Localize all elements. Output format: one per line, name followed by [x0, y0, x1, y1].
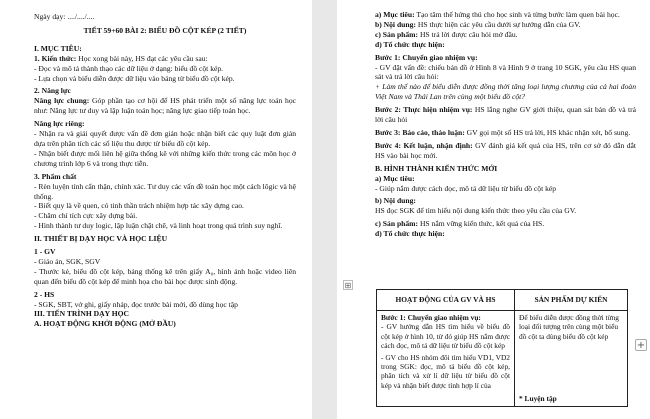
activity-step-text: - GV hướng dẫn HS tìm hiểu về biểu đồ cột kép ở hình 10, từ đó giúp HS nắm được cách đọc, mô tả dữ liệu từ biểu đồ cột kép: [381, 322, 510, 351]
teacher-item: - Giáo án, SGK, SGV: [34, 256, 101, 266]
step1-question: + Làm thế nào để biểu diễn được đồng thời tăng loại lượng chương của cả hai đoàn Việt Nam và Thái Lan trên cùng một biểu đồ cột?: [375, 82, 636, 102]
objective-paragraph: [375, 10, 636, 20]
activity-step-title: Bước 1: Chuyển giao nhiệm vụ:: [381, 313, 481, 322]
quality-heading: 3. Phẩm chất: [34, 171, 77, 181]
step3-text: GV gọi một số HS trả lời, HS khác nhận xét, bổ sung.: [464, 127, 631, 137]
student-item: - SGK, SBT, vở ghi, giấy nháp, đọc trước bài mới, đồ dùng học tập: [34, 299, 238, 309]
step2-text: HS lắng nghe GV giới thiệu, quan sát bản đồ và trả lời câu hỏi: [375, 105, 636, 125]
step4-text: GV đánh giá kết quả của HS, trên cơ sở đó dẫn dắt HS vào bài học mới.: [375, 140, 636, 160]
product-text: HS trả lời được câu hỏi mở đầu.: [418, 29, 518, 39]
teacher-heading: 1 - GV: [34, 247, 56, 257]
activity-step-text: - GV cho HS nhóm đôi tìm hiểu VD1, VD2 trong SGK: đọc, mô tả biểu đồ cột kép, phân tích và xử lí dữ liệu từ biểu đồ cột kép và nhận biết được tính hợp lí của: [381, 352, 510, 390]
section-heading-process: III. TIẾN TRÌNH DẠY HỌC: [34, 309, 130, 319]
content-text: HS thực hiện các yêu cầu dưới sự hướng dẫn của GV.: [415, 19, 581, 29]
add-row-button[interactable]: +: [636, 340, 646, 351]
date-line: Ngày dạy: ..../..../....: [34, 12, 95, 21]
practice-label: * Luyện tập: [519, 394, 557, 404]
knowledge-item: - Đọc và mô tả thành thạo các dữ liệu ở dạng: biểu đồ cột kép.: [34, 63, 224, 73]
specific-competency-item: - Nhận ra và giải quyết được vấn đề đơn giản hoặc nhận biết các quy luật đơn giản dựa trên phân tích các số liệu thu được từ biểu đồ cột kép.: [34, 129, 296, 148]
activity-a-heading: A. HOẠT ĐỘNG KHỞI ĐỘNG (MỞ ĐẦU): [34, 319, 176, 329]
step2-label: Bước 2: Thực hiện nhiệm vụ:: [375, 105, 473, 115]
objective-text: Tạo tâm thế hứng thú cho học sinh và từng bước làm quen bài học.: [414, 10, 620, 19]
content-label: b) Nội dung:: [375, 19, 416, 29]
knowledge-text: Học xong bài này, HS đạt các yêu cầu sau:: [76, 53, 208, 63]
table-header-product: SẢN PHẨM DỰ KIẾN: [515, 290, 628, 311]
section-heading-objectives: I. MỤC TIÊU:: [34, 43, 82, 53]
product-label: c) Sản phẩm:: [375, 29, 419, 39]
quality-item: - Hình thành tư duy logic, lập luận chặt chẽ, và linh hoạt trong quá trình suy nghĩ.: [34, 221, 283, 231]
organization-label: d) Tổ chức thực hiện:: [375, 39, 445, 49]
section-heading-equipment: II. THIẾT BỊ DẠY HỌC VÀ HỌC LIỆU: [34, 234, 168, 244]
lesson-title: TIẾT 59+60 BÀI 2: BIỂU ĐỒ CỘT KÉP (2 TIẾT): [83, 25, 247, 35]
b-product-paragraph: [375, 219, 636, 229]
document-page-left: [0, 0, 312, 419]
specific-competency-label: Năng lực riêng:: [34, 119, 85, 129]
b-content-label: b) Nội dung:: [375, 196, 416, 206]
product-paragraph: [375, 30, 636, 40]
general-competency-text: Góp phần tạo cơ hội để HS phát triển một số năng lực toán học như: Năng lực tư duy và lập luận toán học; năng lực giao tiếp toán học.: [34, 96, 296, 116]
general-competency-paragraph: [34, 96, 296, 116]
table-header-row: [377, 290, 628, 311]
step3-paragraph: [375, 128, 636, 138]
step3-label: Bước 3: Báo cáo, thảo luận:: [375, 127, 465, 137]
step2-paragraph: [375, 105, 636, 125]
table-move-handle-icon[interactable]: ⊞: [344, 281, 352, 290]
content-paragraph: [375, 20, 636, 30]
quality-item: - Chăm chỉ tích cực xây dựng bài.: [34, 211, 138, 221]
knowledge-label: 1. Kiến thức:: [34, 53, 77, 63]
knowledge-paragraph: [34, 54, 296, 64]
b-content-text: HS đọc SGK để tìm hiểu nội dung kiến thức theo yêu cầu của GV.: [375, 206, 577, 216]
student-heading: 2 - HS: [34, 289, 55, 299]
table-row: [377, 311, 628, 407]
step1-label: Bước 1: Chuyển giao nhiệm vụ:: [375, 52, 478, 62]
product-cell[interactable]: [515, 311, 628, 407]
competency-heading: 2. Năng lực: [34, 86, 71, 96]
step1-text: - GV đặt vấn đề: chiếu bản đồ ở Hình 8 và Hình 9 ở trang 10 SGK, yêu cầu HS quan sát và trả lời câu hỏi:: [375, 62, 636, 82]
product-text: Để biểu diễn được đồng thời từng loại đối tượng trên cùng một biểu đồ cột ta dùng biểu đồ cột kép: [519, 313, 619, 341]
activity-cell[interactable]: [377, 311, 515, 407]
step4-label: Bước 4: Kết luận, nhận định:: [375, 140, 473, 150]
objective-label: a) Mục tiêu:: [375, 10, 415, 19]
general-competency-label: Năng lực chung:: [34, 96, 90, 106]
b-organization-label: d) Tổ chức thực hiện:: [375, 229, 445, 239]
quality-item: - Rèn luyện tính cẩn thận, chính xác. Tư duy các vấn đề toán học một cách lôgic và hệ thống.: [34, 181, 296, 201]
activity-b-heading: B. HÌNH THÀNH KIẾN THỨC MỚI: [375, 163, 498, 173]
knowledge-item: - Lựa chọn và biểu diễn được dữ liệu vào bảng từ biểu đồ cột kép.: [34, 73, 235, 83]
specific-competency-item: - Nhận biết được mối liên hệ giữa thống kê với những kiến thức trong các môn học ở chương trình lớp 6 và trong thực tiễn.: [34, 148, 296, 168]
b-product-text: HS nắm vững kiến thức, kết quả của HS.: [418, 219, 545, 229]
b-objective-label: a) Mục tiêu:: [375, 173, 415, 183]
b-objective-text: - Giúp nắm được cách đọc, mô tả dữ liệu từ biểu đồ cột kép: [375, 183, 557, 193]
quality-item: - Biết quy là về quen, có tinh thần trách nhiệm hợp tác xây dựng cao.: [34, 201, 244, 211]
b-product-label: c) Sản phẩm:: [375, 219, 419, 229]
activity-table: [376, 289, 628, 407]
table-header-activity: HOẠT ĐỘNG CỦA GV VÀ HS: [377, 290, 515, 311]
step4-paragraph: [375, 141, 636, 161]
teacher-item: - Thước kẻ, biểu đồ cột kép, bảng thống kê trên giấy A₀, hình ảnh hoặc video liên quan đến biểu đồ cột kép để minh họa cho bài học được sinh động.: [34, 266, 296, 286]
